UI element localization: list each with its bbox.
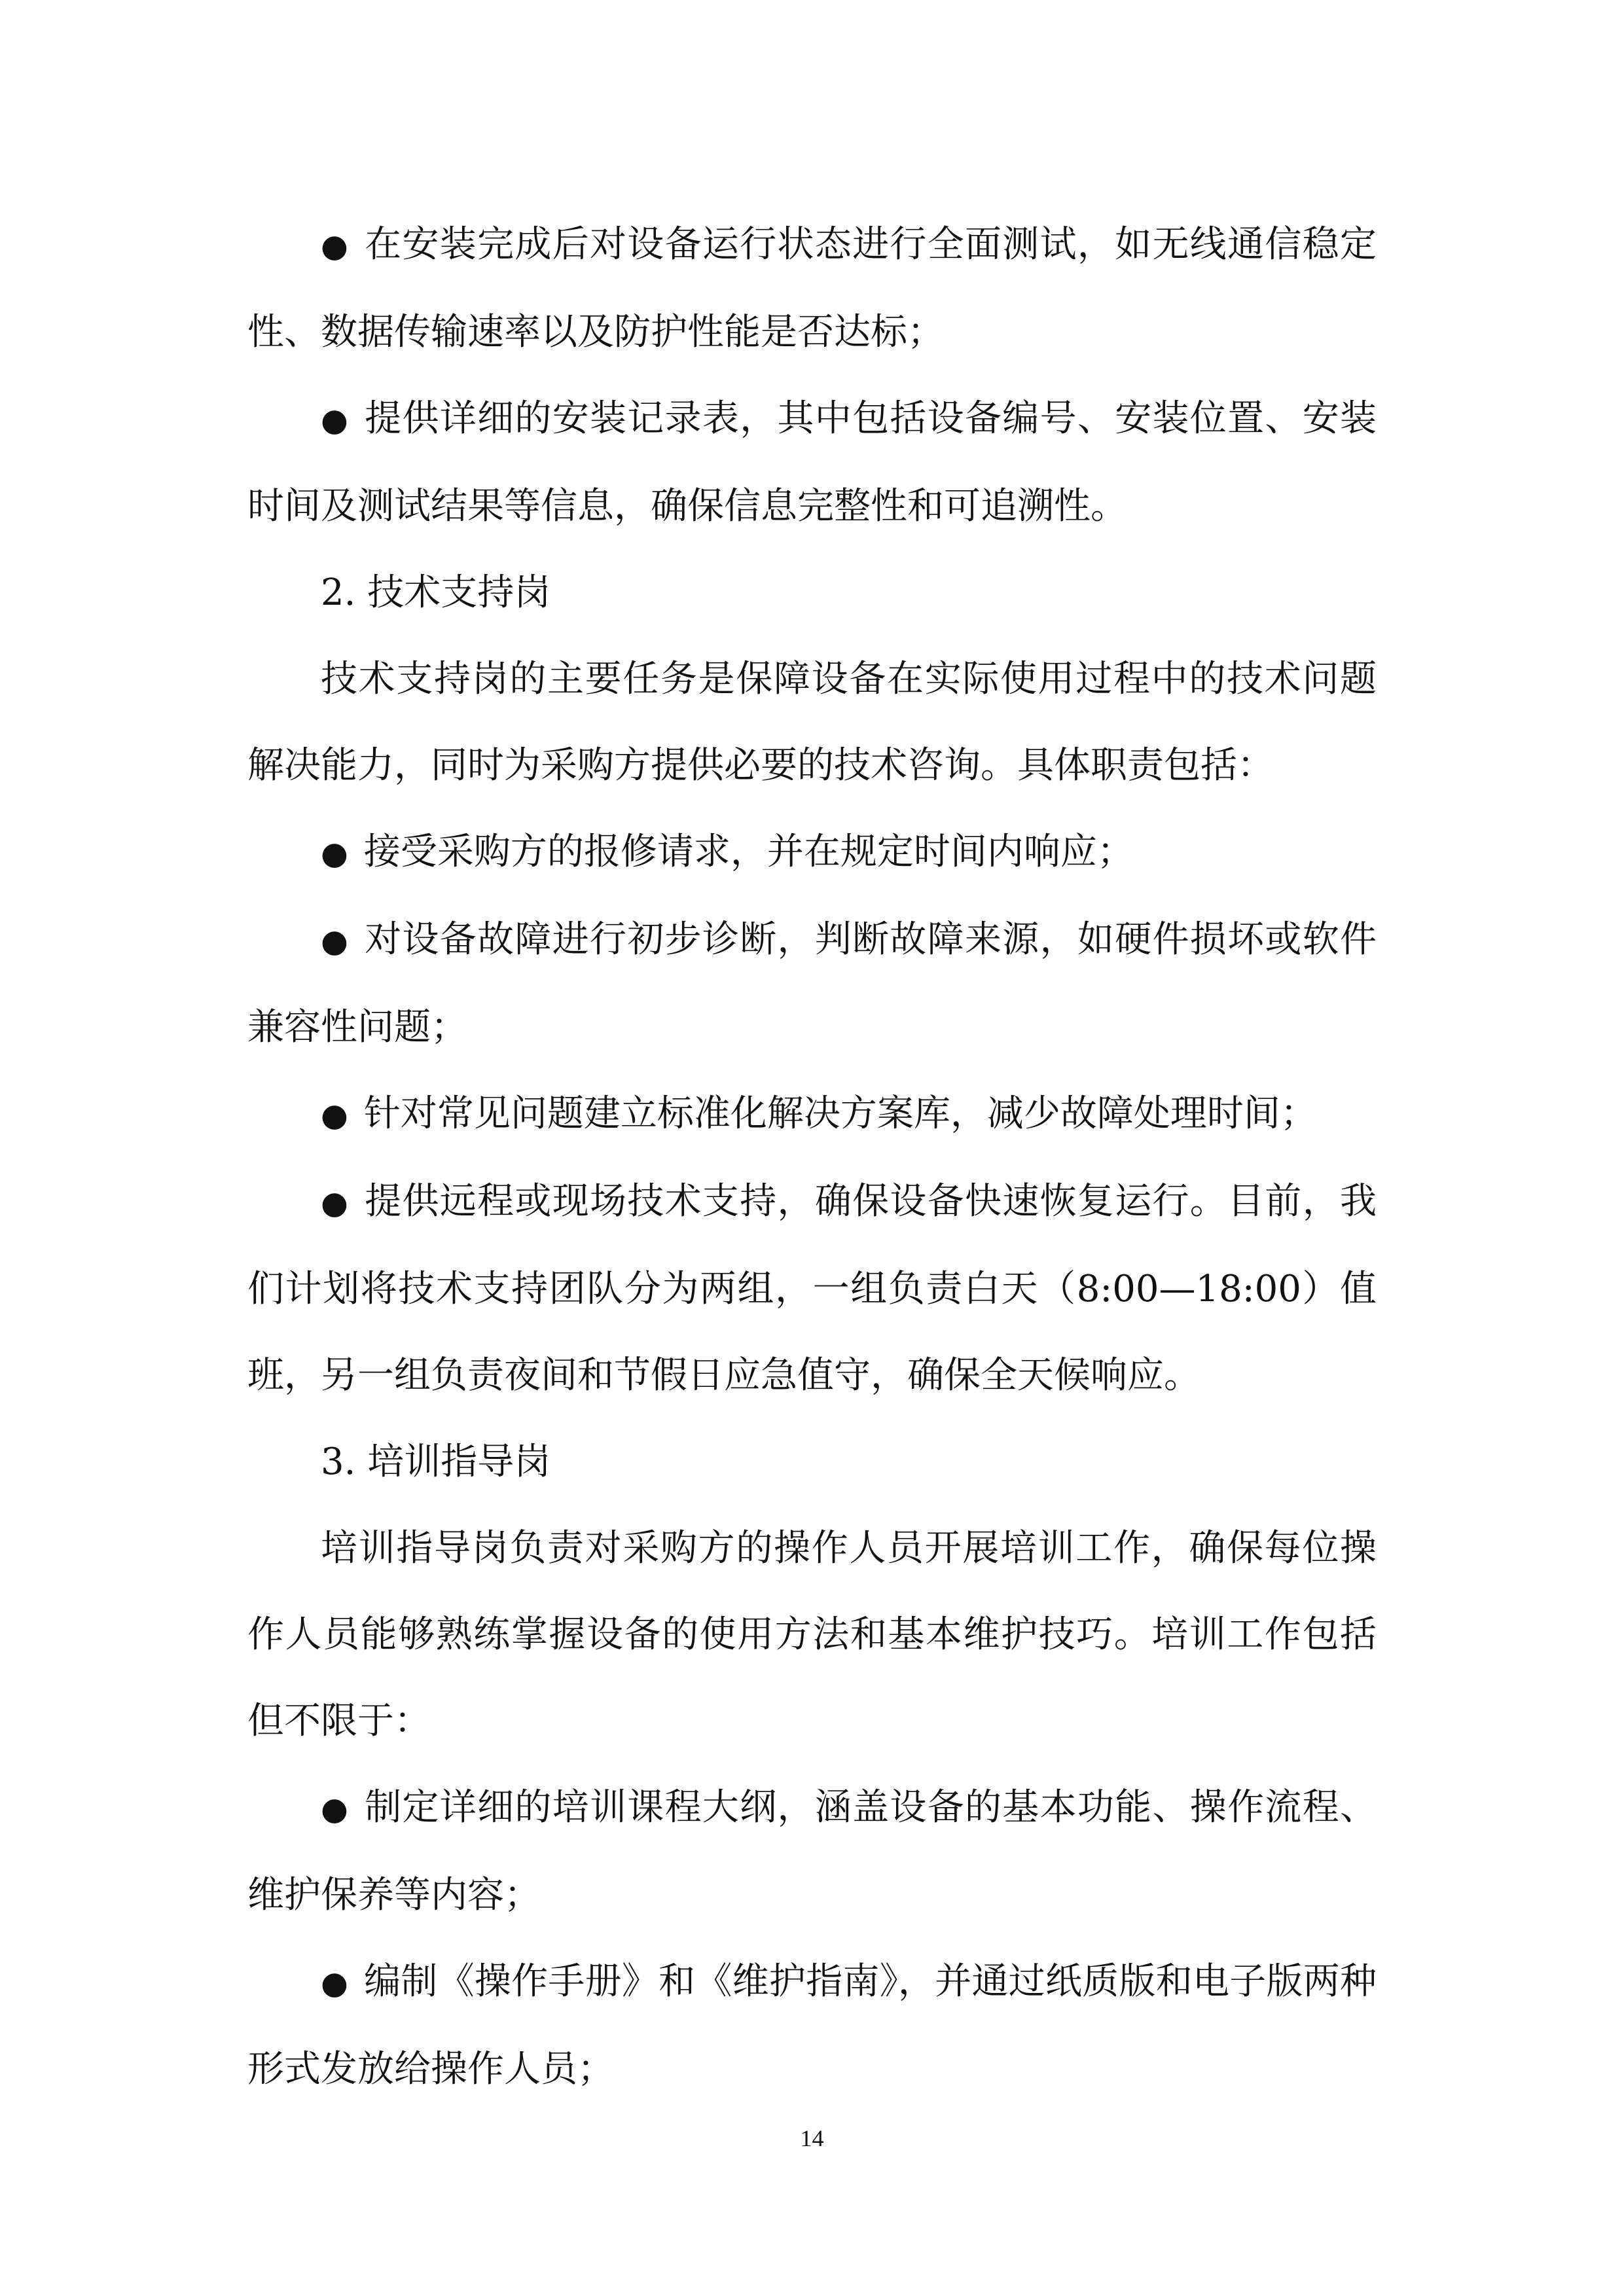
section-heading-text: 3. 培训指导岗 <box>321 1441 551 1483</box>
bullet-paragraph <box>247 897 1377 1071</box>
section-heading <box>247 550 1377 636</box>
bullet-paragraph <box>247 1765 1377 1939</box>
paragraph-text: 接受采购方的报修请求，并在规定时间内响应； <box>363 831 1134 873</box>
bullet-paragraph <box>247 809 1377 897</box>
body-paragraph <box>247 636 1377 809</box>
bullet-icon: ● <box>321 228 350 264</box>
paragraph-text: 技术支持岗的主要任务是保障设备在实际使用过程中的技术问题解决能力，同时为采购方提供必要的技术咨询。具体职责包括： <box>247 658 1377 787</box>
paragraph-text: 培训指导岗负责对采购方的操作人员开展培训工作，确保每位操作人员能够熟练掌握设备的使用方法和基本维护技巧。培训工作包括但不限于： <box>247 1527 1377 1742</box>
bullet-paragraph <box>247 1158 1377 1419</box>
bullet-paragraph <box>247 1939 1377 2113</box>
bullet-paragraph <box>247 1071 1377 1158</box>
paragraph-text: 对设备故障进行初步诊断，判断故障来源，如硬件损坏或软件兼容性问题； <box>247 918 1377 1049</box>
document-body <box>247 202 1377 2113</box>
paragraph-text: 提供远程或现场技术支持，确保设备快速恢复运行。目前，我们计划将技术支持团队分为两组，一组负责白天（8:00—18:00）值班，另一组负责夜间和节假日应急值守，确保全天候响应。 <box>247 1180 1377 1397</box>
paragraph-text: 在安装完成后对设备运行状态进行全面测试，如无线通信稳定性、数据传输速率以及防护性能是否达标； <box>247 223 1377 353</box>
paragraph-text: 针对常见问题建立标准化解决方案库，减少故障处理时间； <box>363 1092 1317 1135</box>
section-heading-text: 2. 技术支持岗 <box>321 571 551 614</box>
bullet-paragraph <box>247 376 1377 550</box>
bullet-icon: ● <box>321 402 350 439</box>
body-paragraph <box>247 1505 1377 1765</box>
bullet-icon: ● <box>321 835 348 872</box>
paragraph-text: 制定详细的培训课程大纲，涵盖设备的基本功能、操作流程、维护保养等内容； <box>247 1786 1377 1916</box>
paragraph-text: 提供详细的安装记录表，其中包括设备编号、安装位置、安装时间及测试结果等信息，确保信息完整性和可追溯性。 <box>247 397 1377 528</box>
bullet-icon: ● <box>321 1791 350 1827</box>
section-heading <box>247 1419 1377 1505</box>
page-number: 14 <box>800 2125 824 2151</box>
bullet-icon: ● <box>321 923 350 960</box>
bullet-icon: ● <box>321 1097 348 1134</box>
bullet-icon: ● <box>321 1185 350 1221</box>
bullet-icon: ● <box>321 1965 349 2001</box>
paragraph-text: 编制《操作手册》和《维护指南》，并通过纸质版和电子版两种形式发放给操作人员； <box>247 1960 1377 2090</box>
bullet-paragraph <box>247 202 1377 376</box>
